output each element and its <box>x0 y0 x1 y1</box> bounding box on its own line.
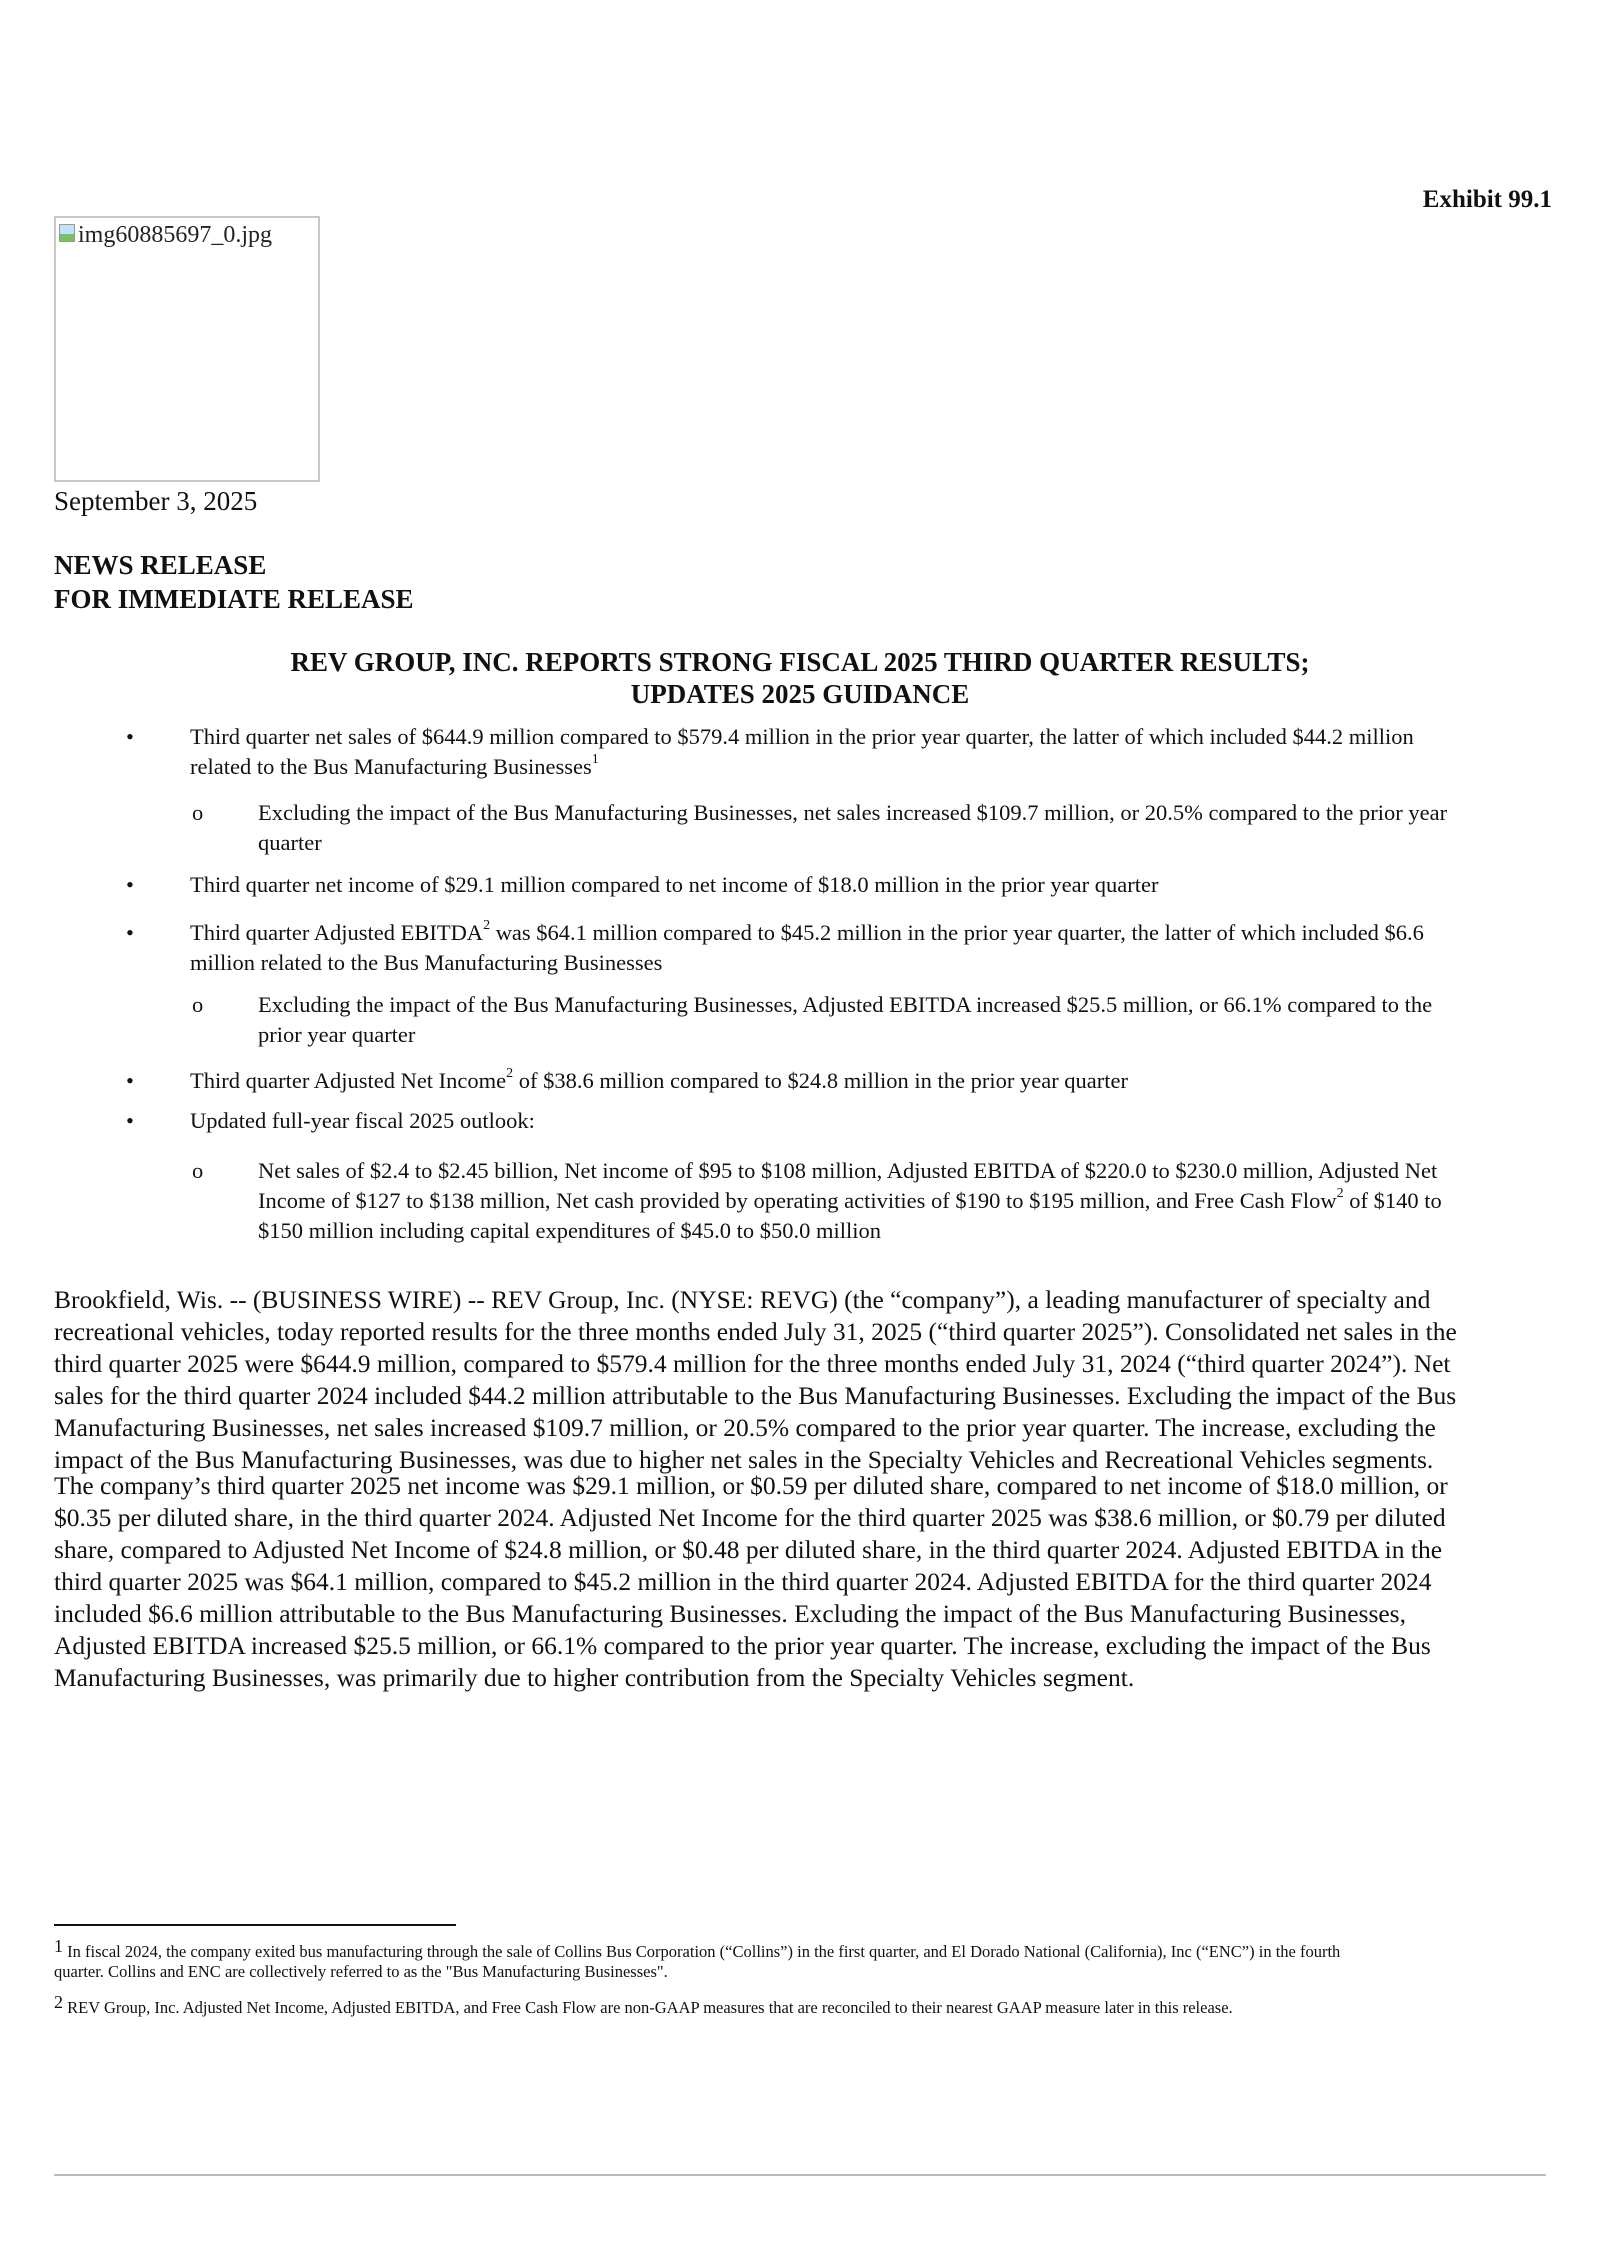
sub-highlight-adjusted-ebitda: o Excluding the impact of the Bus Manufacturing Businesses, Adjusted EBITDA increased $25.5 million, or 66.1% compared to the prior year quarter <box>192 992 1433 1047</box>
headline-line-1: REV GROUP, INC. REPORTS STRONG FISCAL 2025 THIRD QUARTER RESULTS; <box>290 647 1310 677</box>
footnote-ref: 2 <box>1336 1186 1344 1201</box>
exhibit-label: Exhibit 99.1 <box>1422 186 1552 213</box>
body-paragraph-1: Brookfield, Wis. -- (BUSINESS WIRE) -- REV Group, Inc. (NYSE: REVG) (the “company”), a leading manufacturer of specialty and recreational vehicles, today reported results for the three months ended July 31, 2025 (“third quarter 2025”). Consolidated net sales in the third quarter 2025 were $644.9 million, compared to $579.4 million for the three months ended July 31, 2024 (“third quarter 2024”). Net sales for the third quarter 2024 included $44.2 million attributable to the Bus Manufacturing Businesses. Excluding the impact of the Bus Manufacturing Businesses, net sales increased $109.7 million, or 20.5% compared to the prior year quarter. The increase, excluding the impact of the Bus Manufacturing Businesses, was due to higher net sales in the Specialty Vehicles and Recreational Vehicles segments. <box>54 1285 1457 1474</box>
release-type <box>54 548 414 616</box>
logo-alt-text: img60885697_0.jpg <box>78 222 273 248</box>
footnote-ref: 2 <box>483 918 491 933</box>
bullet-marker: • <box>126 920 134 945</box>
highlight-net-sales: • Third quarter net sales of $644.9 million compared to $579.4 million in the prior year quarter, the latter of which included $44.2 million related to the Bus Manufacturing Businesses$^1$ <box>126 724 1414 779</box>
bullet-marker: • <box>126 724 134 749</box>
page-bottom-divider <box>54 2174 1546 2176</box>
bullet-marker: • <box>126 1068 134 1093</box>
highlight-adjusted-ebitda: • Third quarter Adjusted EBITDA$^2$ was $64.1 million compared to $45.2 million in the prior year quarter, the latter of which included $6.6 million related to the Bus Manufacturing Businesses <box>126 918 1424 975</box>
footnote-number: 1 <box>54 1936 63 1956</box>
sub-bullet-marker: o <box>192 992 204 1017</box>
release-date: September 3, 2025 <box>54 486 258 516</box>
headline-line-2: UPDATES 2025 GUIDANCE <box>630 679 970 709</box>
footnote-ref: 1 <box>591 752 599 767</box>
sub-highlight-net-sales: o Excluding the impact of the Bus Manufacturing Businesses, net sales increased $109.7 million, or 20.5% compared to the prior year quarter <box>192 800 1448 855</box>
headline <box>54 646 1546 710</box>
sub-bullet-marker: o <box>192 800 204 825</box>
sub-bullet-marker: o <box>192 1158 204 1183</box>
footnote-ref: 2 <box>506 1066 514 1081</box>
footnote-2: $^2$ REV Group, Inc. Adjusted Net Income, Adjusted EBITDA, and Free Cash Flow are non-GAAP measures that are reconciled to their nearest GAAP measure later in this release. <box>54 1992 1233 2017</box>
highlight-outlook: • Updated full-year fiscal 2025 outlook: <box>190 1106 535 1136</box>
footnote-1: $^1$ In fiscal 2024, the company exited bus manufacturing through the sale of Collins Bus Corporation (“Collins”) in the first quarter, and El Dorado National (California), Inc (“ENC”) in the fourth quarter. Collins and ENC are collectively referred to as the "Bus Manufacturing Businesses". <box>54 1936 1341 1981</box>
highlight-net-income: • Third quarter net income of $29.1 million compared to net income of $18.0 million in the prior year quarter <box>190 870 1158 900</box>
sub-highlight-outlook: o Net sales of $2.4 to $2.45 billion, Net income of $95 to $108 million, Adjusted EBITDA of $220.0 to $230.0 million, Adjusted Net Income of $127 to $138 million, Net cash provided by operating activities of $190 to $195 million, and Free Cash Flow$^2$ of $140 to $150 million including capital expenditures of $45.0 to $50.0 million <box>192 1158 1442 1243</box>
highlight-adjusted-net-income: • Third quarter Adjusted Net Income$^2$ of $38.6 million compared to $24.8 million in the prior year quarter <box>190 1066 1128 1096</box>
bullet-marker: • <box>126 872 134 897</box>
company-logo-image <box>54 216 320 482</box>
footnote-number: 2 <box>54 1992 63 2012</box>
bullet-marker: • <box>126 1108 134 1133</box>
footnote-divider <box>54 1924 456 1926</box>
news-release-label: NEWS RELEASE <box>54 550 267 580</box>
broken-image-icon <box>58 222 76 244</box>
immediate-release-label: FOR IMMEDIATE RELEASE <box>54 584 414 614</box>
body-paragraph-2: The company’s third quarter 2025 net income was $29.1 million, or $0.59 per diluted share, compared to net income of $18.0 million, or $0.35 per diluted share, in the third quarter 2024. Adjusted Net Income for the third quarter 2025 was $38.6 million, or $0.79 per diluted share, compared to Adjusted Net Income of $24.8 million, or $0.48 per diluted share, in the third quarter 2024. Adjusted EBITDA in the third quarter 2025 was $64.1 million, compared to $45.2 million in the third quarter 2024. Adjusted EBITDA for the third quarter 2024 included $6.6 million attributable to the Bus Manufacturing Businesses. Excluding the impact of the Bus Manufacturing Businesses, Adjusted EBITDA increased $25.5 million, or 66.1% compared to the prior year quarter. The increase, excluding the impact of the Bus Manufacturing Businesses, was primarily due to higher contribution from the Specialty Vehicles segment. <box>54 1471 1448 1692</box>
